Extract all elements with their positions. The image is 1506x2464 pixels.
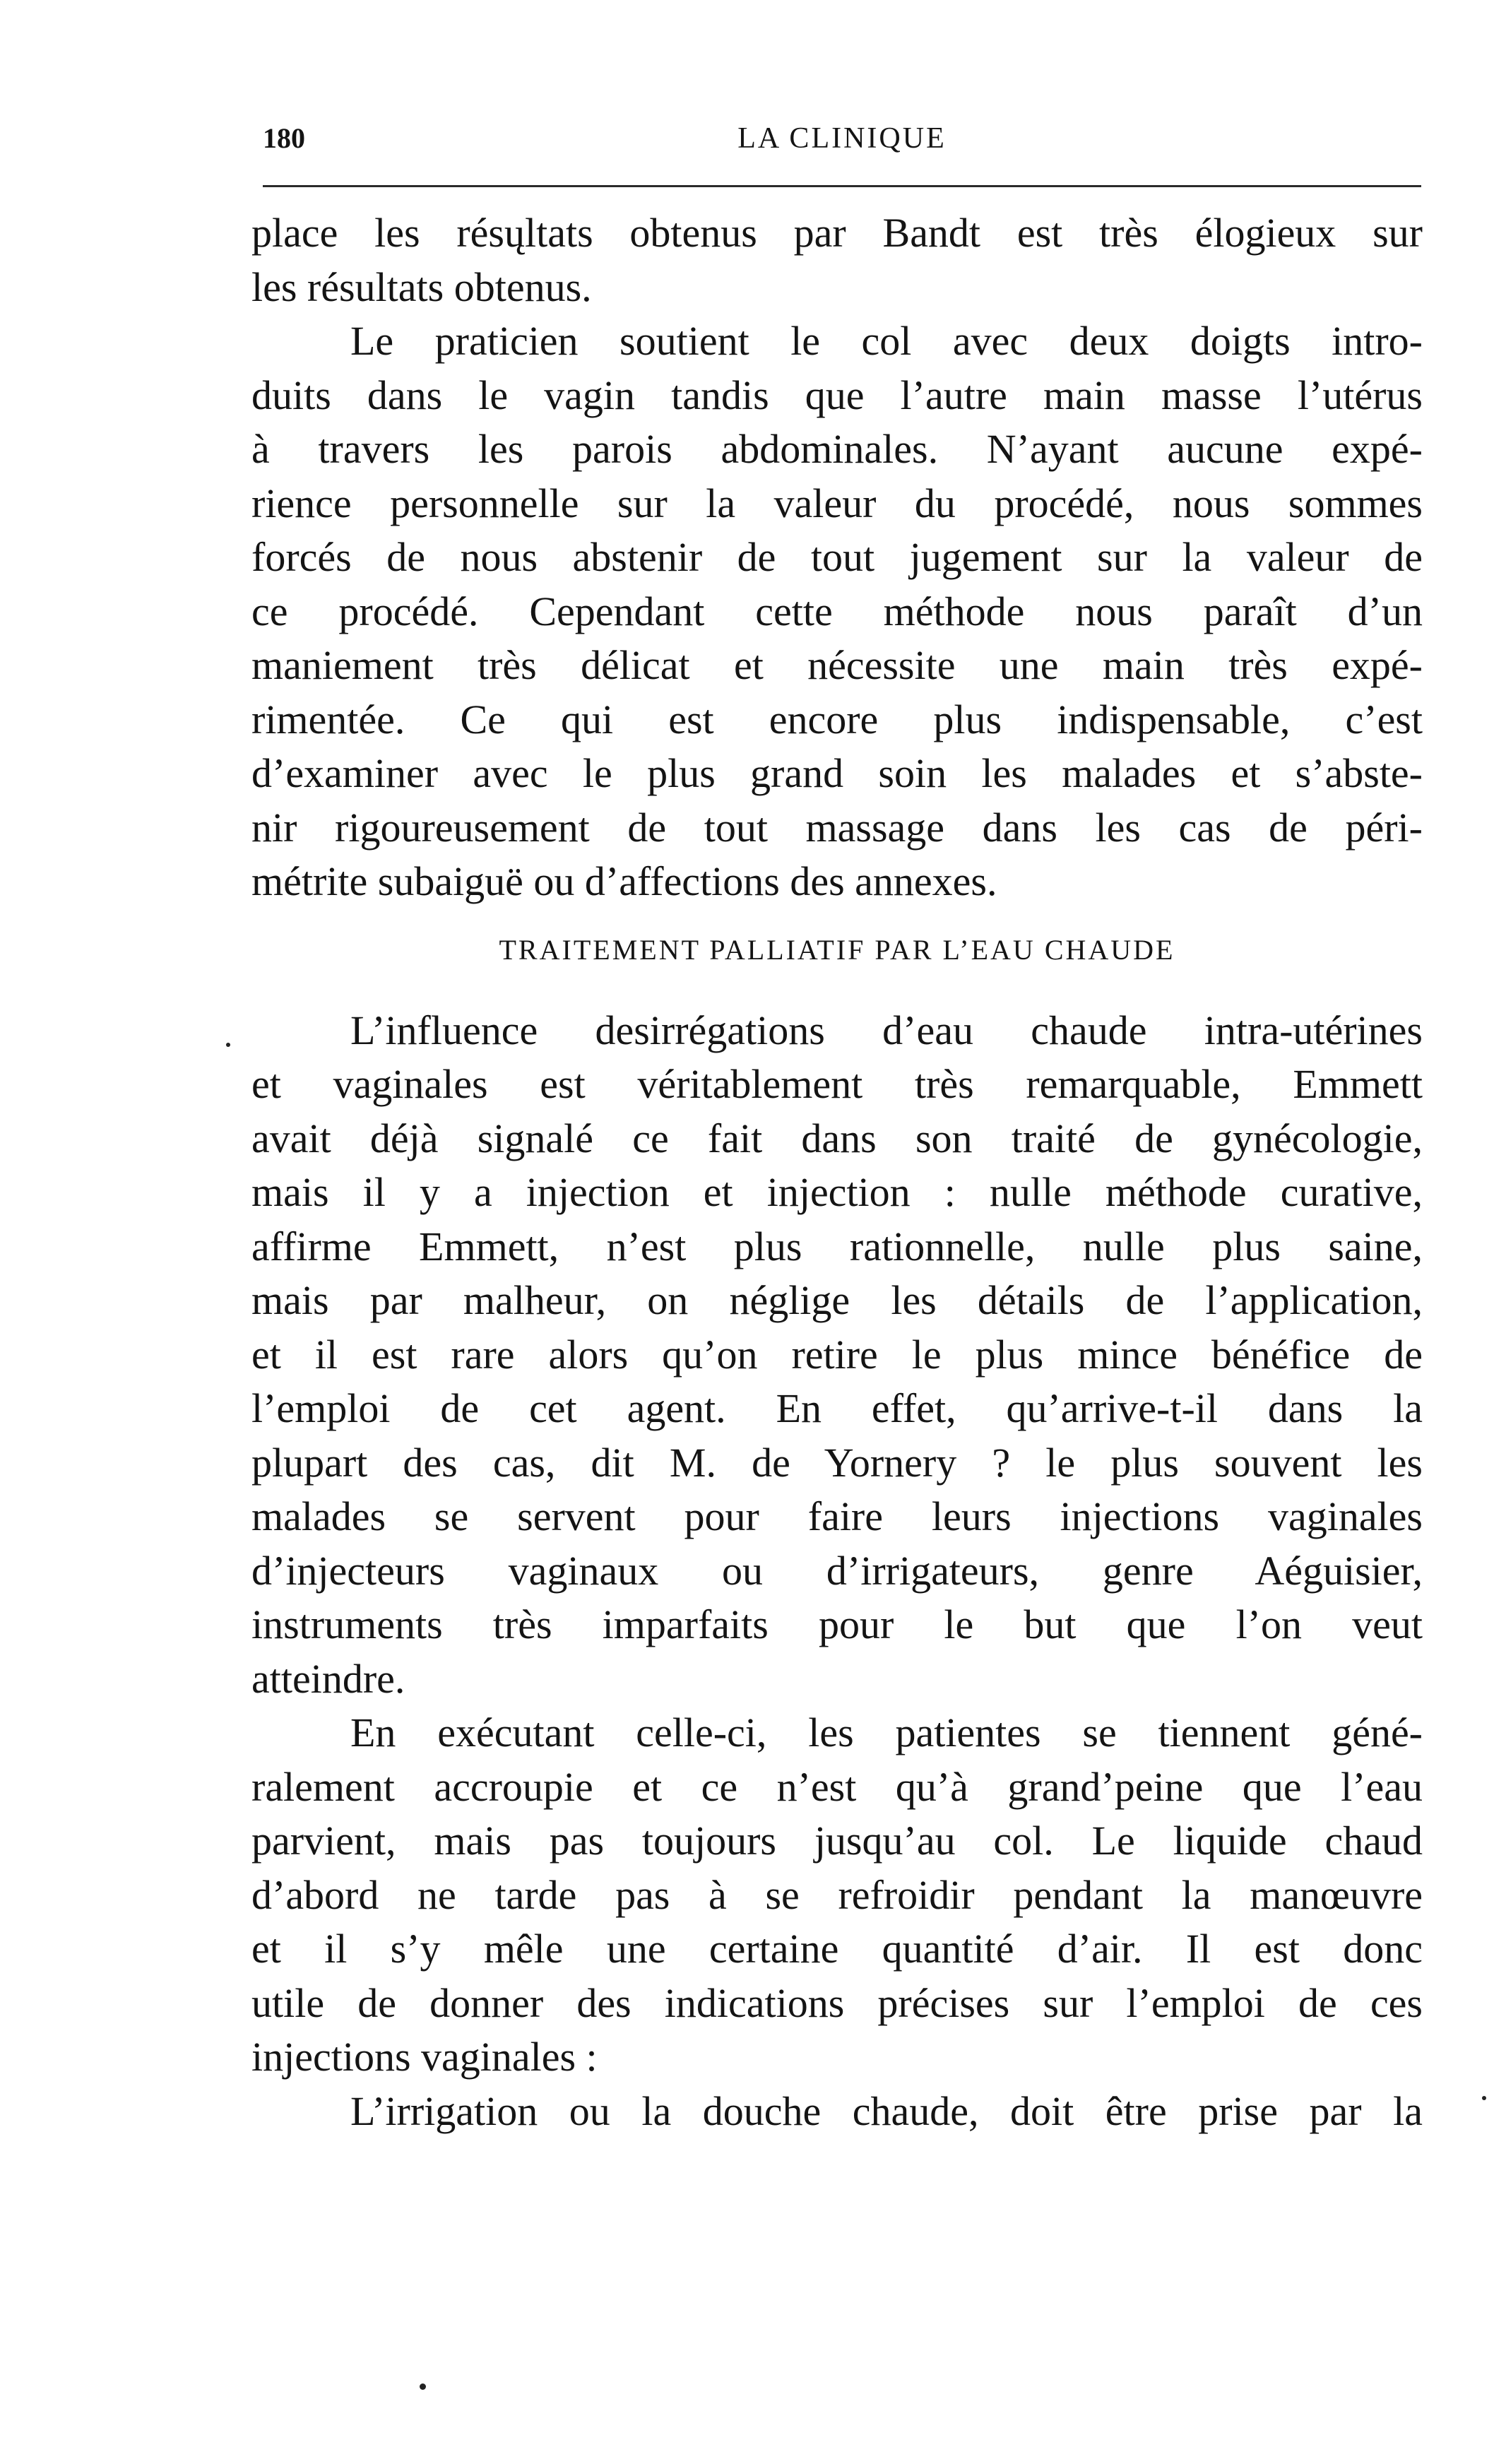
text-line: métrite subaiguë ou d’affections des annexes.	[251, 858, 997, 904]
text-line: mais par malheur, on néglige les détails de l’application,	[251, 1277, 1423, 1323]
text-line: ce procédé. Cependant cette méthode nous paraît d’un	[251, 588, 1423, 634]
text-line: d’examiner avec le plus grand soin les malades et s’abste-	[251, 750, 1423, 796]
text-line: place les résųltats obtenus par Bandt est très élogieux sur	[251, 210, 1423, 256]
text-line: et il s’y mêle une certaine quantité d’air. Il est donc	[251, 1926, 1423, 1972]
text-line: L’irrigation ou la douche chaude, doit être prise par la	[350, 2087, 1423, 2134]
text-line: forcés de nous abstenir de tout jugement sur la valeur de	[251, 534, 1423, 580]
text-line: avait déjà signalé ce fait dans son traité de gynécologie,	[251, 1115, 1423, 1161]
text-line: rience personnelle sur la valeur du procédé, nous sommes	[251, 480, 1423, 526]
text-line: et il est rare alors qu’on retire le plus mince bénéfice de	[251, 1331, 1423, 1378]
text-line: instruments très imparfaits pour le but que l’on veut	[251, 1601, 1423, 1647]
text-line: rimentée. Ce qui est encore plus indispensable, c’est	[251, 696, 1423, 742]
text-line: l’emploi de cet agent. En effet, qu’arrive-t-il dans la	[251, 1385, 1423, 1431]
section-title: TRAITEMENT PALLIATIF PAR L’EAU CHAUDE	[499, 933, 1175, 966]
text-line: affirme Emmett, n’est plus rationnelle, nulle plus saine,	[251, 1223, 1423, 1269]
text-line: à travers les parois abdominales. N’ayant aucune expé-	[251, 426, 1423, 472]
ink-speck	[226, 1043, 230, 1047]
text-line: maniement très délicat et nécessite une main très expé-	[251, 642, 1423, 688]
text-line: atteindre.	[251, 1655, 405, 1702]
text-line: En exécutant celle-ci, les patientes se tiennent géné-	[350, 1710, 1423, 1755]
text-line: d’abord ne tarde pas à se refroidir pendant la manœuvre	[251, 1871, 1423, 1918]
text-line: plupart des cas, dit M. de Yornery ? le plus souvent les	[251, 1439, 1423, 1486]
running-head	[263, 117, 1421, 160]
header-rule	[263, 185, 1421, 187]
ink-speck	[420, 2383, 426, 2390]
text-line: utile de donner des indications précises sur l’emploi de ces	[251, 1979, 1423, 2026]
ink-speck	[1482, 2096, 1486, 2100]
journal-title: LA CLINIQUE	[737, 122, 947, 155]
text-line: injections vaginales :	[251, 2034, 598, 2080]
text-line: nir rigoureusement de tout massage dans les cas de péri-	[251, 804, 1423, 851]
text-line: duits dans le vagin tandis que l’autre main masse l’utérus	[251, 372, 1423, 418]
text-line: mais il y a injection et injection : nulle méthode curative,	[251, 1169, 1423, 1215]
text-line: parvient, mais pas toujours jusqu’au col. Le liquide chaud	[251, 1818, 1423, 1864]
text-line: Le praticien soutient le col avec deux doigts intro-	[350, 318, 1423, 364]
text-line: malades se servent pour faire leurs injections vaginales	[251, 1493, 1423, 1539]
body-text	[251, 206, 1423, 2138]
text-line: et vaginales est véritablement très remarquable, Emmett	[251, 1061, 1423, 1107]
text-line: ralement accroupie et ce n’est qu’à grand’peine que l’eau	[251, 1763, 1423, 1810]
text-line: les résultats obtenus.	[251, 263, 592, 310]
text-line: L’influence desirrégations d’eau chaude intra-utérines	[350, 1007, 1423, 1053]
page-number: 180	[263, 122, 305, 154]
text-line: d’injecteurs vaginaux ou d’irrigateurs, genre Aéguisier,	[251, 1547, 1423, 1594]
